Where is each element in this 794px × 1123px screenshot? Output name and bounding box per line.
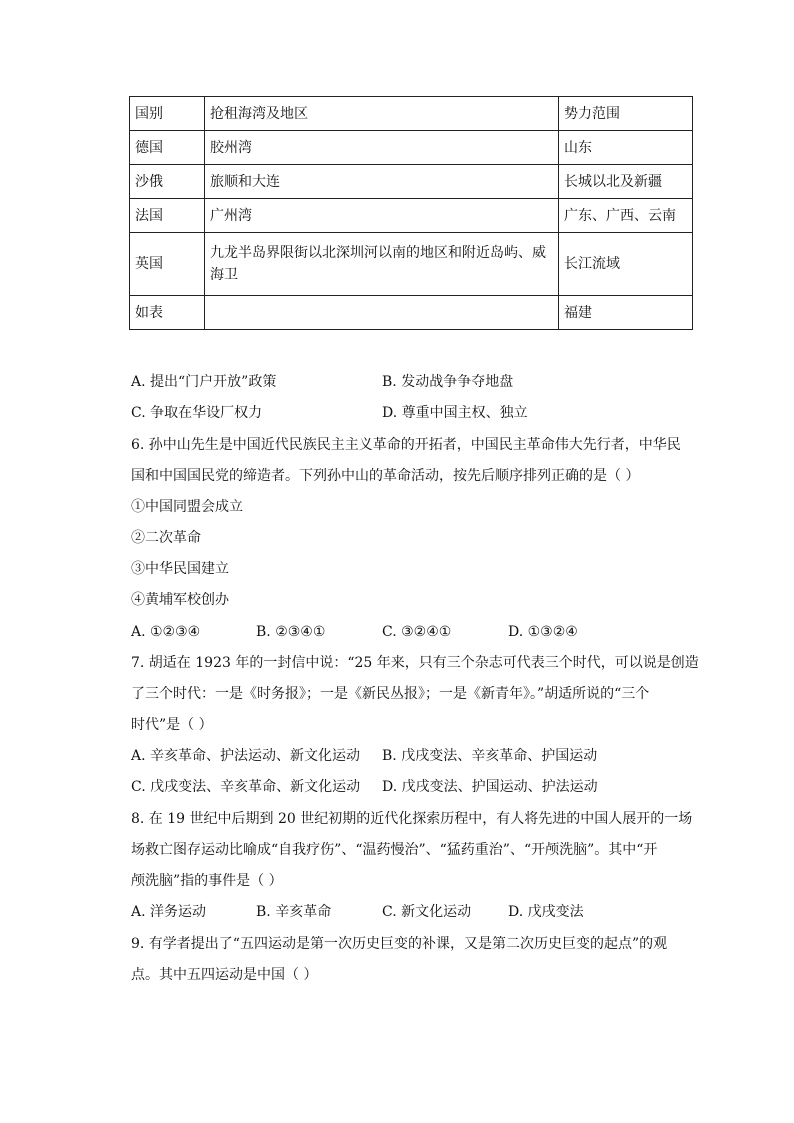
table-cell: 沙俄 [130, 165, 205, 199]
table-cell: 山东 [559, 131, 693, 165]
table-header-row [130, 97, 693, 131]
q6-stem-line: 6. 孙中山先生是中国近代民族民主主义革命的开拓者，中国民主革命伟大先行者，中华民 [131, 437, 681, 453]
q9-stem-line: 9. 有学者提出了“五四运动是第一次历史巨变的补课，又是第二次历史巨变的起点”的观 [131, 936, 668, 952]
table-cell: 法国 [130, 199, 205, 233]
q5-option-a: A. 提出“门户开放”政策 [131, 374, 277, 390]
table-header-cell: 国别 [130, 97, 205, 131]
q6-item: ③中华民国建立 [131, 561, 229, 577]
table-row [130, 199, 693, 233]
q7-stem-line: 了三个时代：一是《时务报》；一是《新民丛报》；一是《新青年》。”胡适所说的“三个 [131, 686, 650, 702]
table-cell: 如表 [130, 296, 205, 330]
q7-stem-line: 7. 胡适在 1923 年的一封信中说：“25 年来，只有三个杂志可代表三个时代，可以说是创造 [131, 655, 699, 671]
table-cell: 福建 [559, 296, 693, 330]
q7-option-c: C. 戊戌变法、辛亥革命、新文化运动 [131, 779, 361, 795]
q7-option-b: B. 戊戌变法、辛亥革命、护国运动 [382, 748, 598, 764]
q8-option-b: B. 辛亥革命 [256, 904, 332, 920]
q8-option-c: C. 新文化运动 [382, 904, 472, 920]
q6-item: ④黄埔军校创办 [131, 592, 229, 608]
q8-stem-line: 颅洗脑”指的事件是（ ） [131, 873, 283, 889]
table-cell: 胶州湾 [205, 131, 559, 165]
q5-option-c: C. 争取在华设厂权力 [131, 405, 263, 421]
table-cell: 长城以北及新疆 [559, 165, 693, 199]
table-cell: 长江流域 [559, 233, 693, 296]
q7-stem-line: 时代”是（ ） [131, 717, 213, 733]
table-cell: 德国 [130, 131, 205, 165]
table-cell: 广州湾 [205, 199, 559, 233]
q7-option-d: D. 戊戌变法、护国运动、护法运动 [382, 779, 598, 795]
table-cell: 九龙半岛界限街以北深圳河以南的地区和附近岛屿、威海卫 [205, 233, 559, 296]
q6-item: ①中国同盟会成立 [131, 499, 243, 515]
table-row [130, 165, 693, 199]
q5-option-d: D. 尊重中国主权、独立 [382, 405, 528, 421]
table-row [130, 131, 693, 165]
table-cell: 英国 [130, 233, 205, 296]
table-cell: 广东、广西、云南 [559, 199, 693, 233]
q7-option-a: A. 辛亥革命、护法运动、新文化运动 [131, 748, 361, 764]
table-header-cell: 抢租海湾及地区 [205, 97, 559, 131]
lease-table [129, 96, 693, 330]
q5-option-b: B. 发动战争争夺地盘 [382, 374, 514, 390]
table-row [130, 296, 693, 330]
q8-stem-line: 8. 在 19 世纪中后期到 20 世纪初期的近代化探索历程中，有人将先进的中国人展开的一场 [131, 811, 693, 827]
q8-option-d: D. 戊戌变法 [508, 904, 584, 920]
q6-option-b: B. ②③④① [256, 624, 326, 640]
q6-stem-line: 国和中国国民党的缔造者。下列孙中山的革命活动，按先后顺序排列正确的是（ ） [131, 468, 640, 484]
q6-option-d: D. ①③②④ [508, 624, 578, 640]
table-header-cell: 势力范围 [559, 97, 693, 131]
q8-option-a: A. 洋务运动 [131, 904, 207, 920]
q6-item: ②二次革命 [131, 530, 201, 546]
q8-stem-line: 场救亡图存运动比喻成“自我疗伤”、“温药慢治”、“猛药重治”、“开颅洗脑”。其中“开 [131, 842, 658, 858]
q6-option-c: C. ③②④① [382, 624, 452, 640]
table-row [130, 233, 693, 296]
q6-option-a: A. ①②③④ [131, 624, 201, 640]
table-cell [205, 296, 559, 330]
q9-stem-line: 点。其中五四运动是中国（ ） [131, 967, 318, 983]
table-cell: 旅顺和大连 [205, 165, 559, 199]
